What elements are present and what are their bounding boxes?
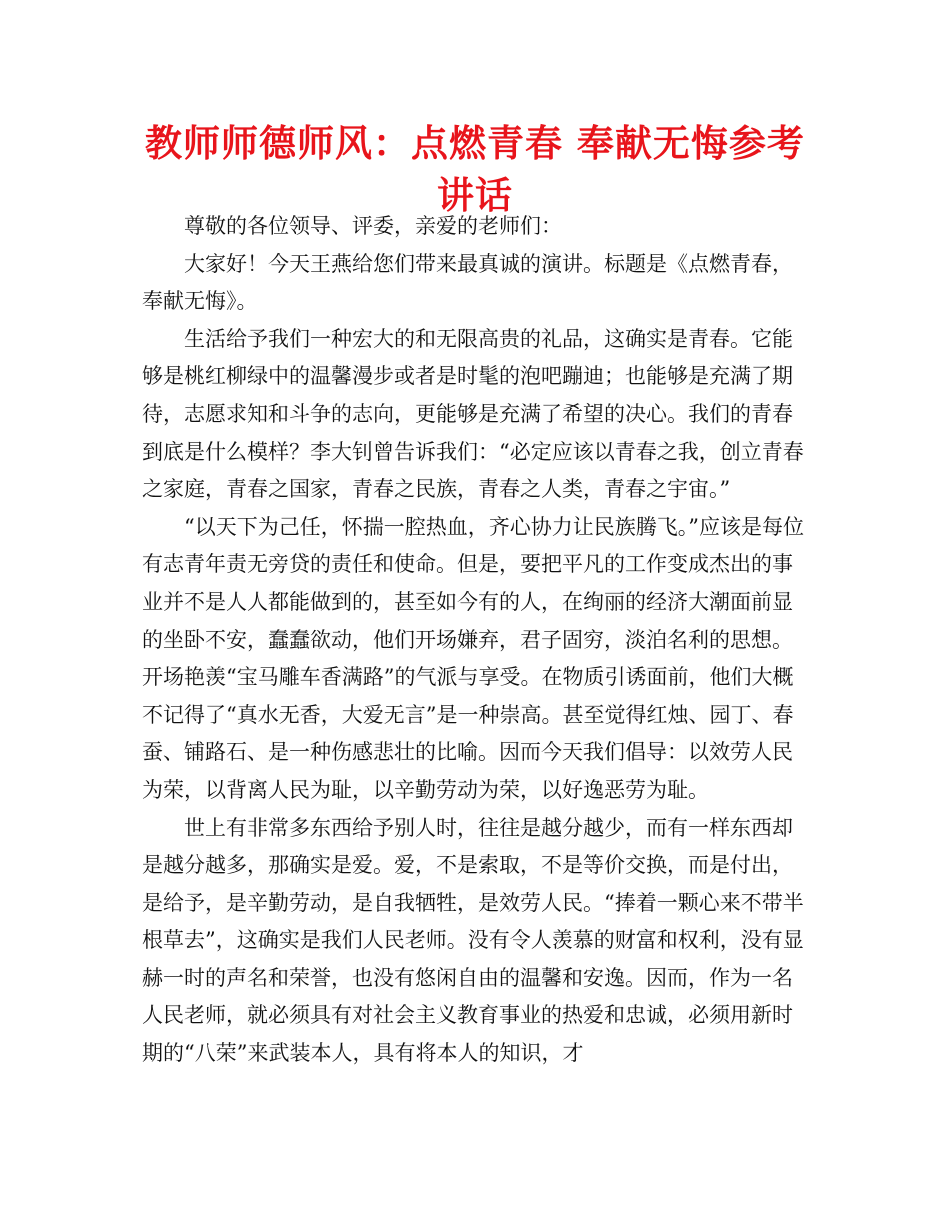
document-title: 教师师德师风：点燃青春 奉献无悔参考讲话 bbox=[145, 122, 805, 217]
youth-paragraph: 生活给予我们一种宏大的和无限高贵的礼品，这确实是青春。它能够是桃红柳绿中的温馨漫步或者是时髦的泡吧蹦迪；也能够是充满了期待，志愿求知和斗争的志向，更能够是充满了希望的决心。我们的青春到底是什么模样？李大钊曾告诉我们：“必定应该以青春之我，创立青春之家庭，青春之国家，青春之民族，青春之人类，青春之宇宙。” bbox=[142, 326, 804, 502]
love-paragraph: 世上有非常多东西给予别人时，往往是越分越少，而有一样东西却是越分越多，那确实是爱。爱，不是索取，不是等价交换，而是付出，是给予，是辛勤劳动，是自我牺牲，是效劳人民。“捧着一颗心来不带半根草去”，这确实是我们人民老师。没有令人羡慕的财富和权利，没有显赫一时的声名和荣誉，也没有悠闲自由的温馨和安逸。因而，作为一名人民老师，就必须具有对社会主义教育事业的热爱和忠诚，必须用新时期的“八荣”来武装本人，具有将本人的知识，才 bbox=[142, 815, 804, 1066]
responsibility-paragraph: “以天下为己任，怀揣一腔热血，齐心协力让民族腾飞。”应该是每位有志青年责无旁贷的责任和使命。但是，要把平凡的工作变成杰出的事业并不是人人都能做到的，甚至如今有的人，在绚丽的经济大潮面前显的坐卧不安，蠢蠢欲动，他们开场嫌弃，君子固穷，淡泊名利的思想。开场艳羡“宝马雕车香满路”的气派与享受。在物质引诱面前，他们大概不记得了“真水无香，大爱无言”是一种崇高。甚至觉得红烛、园丁、春蚕、铺路石、是一种伤感悲壮的比喻。因而今天我们倡导：以效劳人民为荣，以背离人民为耻，以辛勤劳动为荣，以好逸恶劳为耻。 bbox=[142, 514, 804, 802]
document-body bbox=[142, 208, 812, 1073]
opening-paragraph: 大家好！今天王燕给您们带来最真诚的演讲。标题是《点燃青春，奉献无悔》。 bbox=[142, 251, 793, 314]
greeting-paragraph: 尊敬的各位领导、评委，亲爱的老师们： bbox=[184, 214, 562, 238]
